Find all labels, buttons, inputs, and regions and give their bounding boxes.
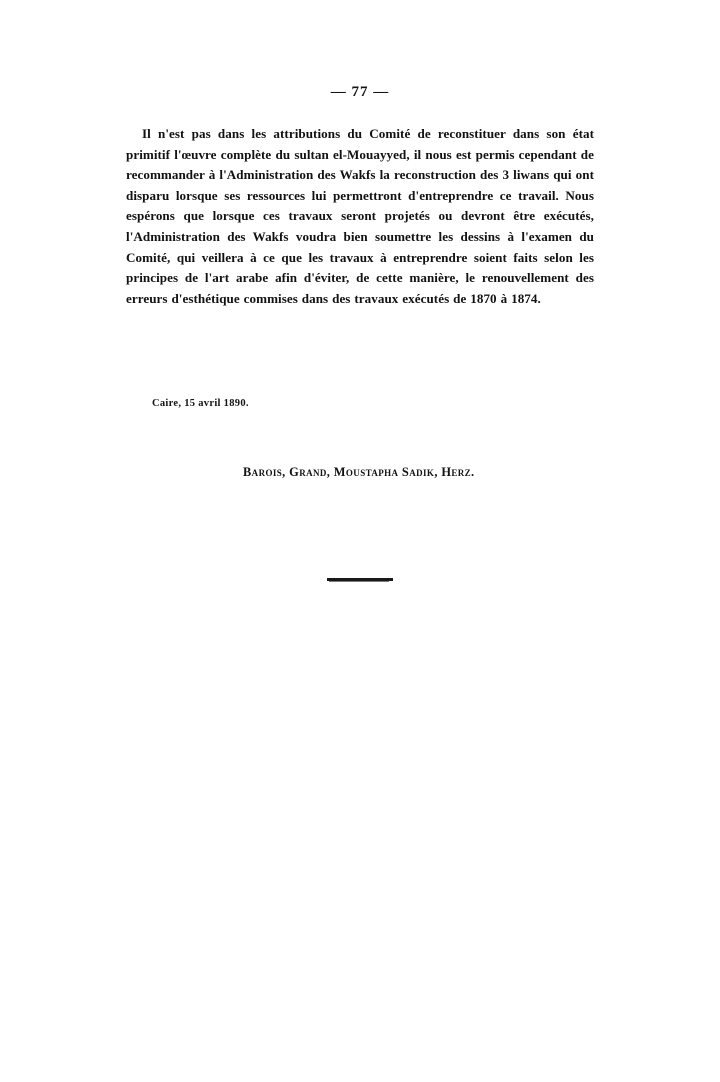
paragraph-main: Il n'est pas dans les attributions du Comité de reconstituer dans son état primitif l'œuvre complète du sultan el-Mouayyed, il nous est permis cependant de recommander à l'Administration des Wakfs la reconstruction des 3 liwans qui ont disparu lorsque ses ressources lui permettront d'entreprendre ce travail. Nous espérons que lorsque ces travaux seront projetés ou devront être exécutés, l'Administration des Wakfs voudra bien soumettre les dessins à l'examen du Comité, qui veillera à ce que les travaux à entreprendre soient faits selon les principes de l'art arabe afin d'éviter, de cette manière, le renouvellement des erreurs d'esthétique commises dans des travaux exécutés de 1870 à 1874. (126, 126, 594, 306)
page-number: — 77 — (330, 84, 390, 100)
horizontal-rule-icon (327, 578, 393, 581)
place-and-date: Caire, 15 avril 1890. (152, 398, 249, 409)
body-text-block (126, 124, 594, 309)
signature-line: Barois, Grand, Moustapha Sadik, Herz. (243, 465, 475, 479)
